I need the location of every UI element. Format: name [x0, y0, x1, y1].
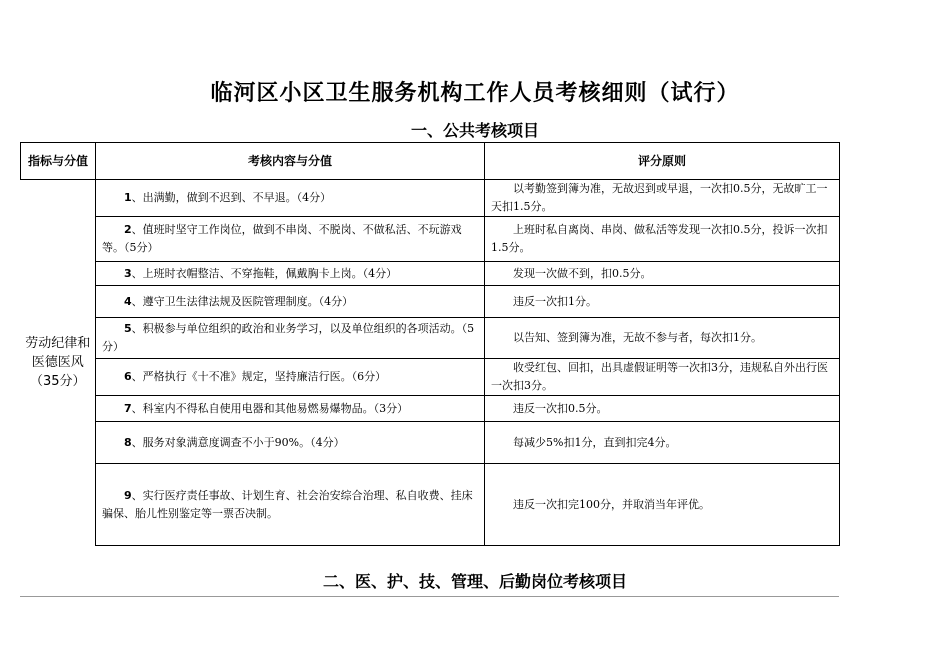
header-rule: 评分原则 — [485, 143, 840, 180]
row-rule: 违反一次扣完100分，并取消当年评优。 — [485, 464, 840, 546]
row-rule: 收受红包、回扣，出具虚假证明等一次扣3分，违规私自外出行医一次扣3分。 — [485, 359, 840, 396]
section-title-positions: 二、医、护、技、管理、后勤岗位考核项目 — [322, 572, 627, 591]
table-row — [21, 286, 840, 318]
row-content-text: 、实行医疗责任事故、计划生育、社会治安综合治理、私自收费、挂床骗保、胎儿性别鉴定等一票否决制。 — [102, 488, 473, 520]
assessment-table — [20, 142, 840, 546]
row-number: 9 — [124, 488, 132, 502]
table-row — [21, 396, 840, 422]
row-content-text: 、积极参与单位组织的政治和业务学习，以及单位组织的各项活动。（5分） — [102, 322, 475, 353]
row-content — [96, 464, 485, 546]
row-content — [96, 217, 485, 262]
row-rule: 以考勤签到簿为准，无故迟到或早退，一次扣0.5分，无故旷工一天扣1.5分。 — [485, 180, 840, 217]
row-content-text: 、值班时坚守工作岗位，做到不串岗、不脱岗、不做私活、不玩游戏等。（5分） — [102, 223, 462, 254]
row-rule: 每减少5%扣1分，直到扣完4分。 — [485, 422, 840, 464]
row-rule: 上班时私自离岗、串岗、做私活等发现一次扣0.5分，投诉一次扣1.5分。 — [485, 217, 840, 262]
table-row — [21, 180, 840, 217]
document-title: 临河区小区卫生服务机构工作人员考核细则（试行） — [210, 81, 740, 106]
row-rule: 违反一次扣1分。 — [485, 286, 840, 318]
header-content: 考核内容与分值 — [96, 143, 485, 180]
row-content — [96, 359, 485, 396]
section-title-public: 一、公共考核项目 — [410, 121, 539, 140]
row-content-text: 、科室内不得私自使用电器和其他易燃易爆物品。（3分） — [131, 401, 409, 415]
table-row — [21, 422, 840, 464]
row-number: 4 — [124, 294, 132, 308]
table-header-row — [21, 143, 840, 180]
row-number: 7 — [124, 401, 132, 415]
row-rule: 违反一次扣0.5分。 — [485, 396, 840, 422]
table-row — [21, 359, 840, 396]
row-content-text: 、严格执行《十不准》规定，坚持廉洁行医。（6分） — [131, 370, 387, 383]
table-row — [21, 464, 840, 546]
category-label: 劳动纪律和医德医风（35分） — [21, 180, 96, 546]
row-content — [96, 422, 485, 464]
row-number: 5 — [124, 322, 132, 335]
row-content — [96, 286, 485, 318]
row-content-text: 、出满勤，做到不迟到、不早退。（4分） — [131, 191, 332, 204]
row-number: 2 — [124, 223, 132, 236]
row-rule: 发现一次做不到，扣0.5分。 — [485, 262, 840, 286]
row-number: 1 — [124, 191, 132, 204]
row-number: 6 — [124, 370, 132, 383]
table-row — [21, 262, 840, 286]
row-content — [96, 180, 485, 217]
row-content-text: 、遵守卫生法律法规及医院管理制度。（4分） — [131, 294, 354, 308]
section-divider — [20, 596, 839, 597]
header-indicator: 指标与分值 — [21, 143, 96, 180]
row-number: 8 — [124, 435, 132, 449]
table-row — [21, 217, 840, 262]
table-row — [21, 318, 840, 359]
row-content — [96, 262, 485, 286]
row-content — [96, 318, 485, 359]
row-content-text: 、服务对象满意度调查不小于90%。（4分） — [131, 435, 345, 449]
row-number: 3 — [124, 266, 132, 280]
row-rule: 以告知、签到簿为准，无故不参与者，每次扣1分。 — [485, 318, 840, 359]
row-content — [96, 396, 485, 422]
row-content-text: 、上班时衣帽整洁、不穿拖鞋，佩戴胸卡上岗。（4分） — [131, 266, 398, 280]
